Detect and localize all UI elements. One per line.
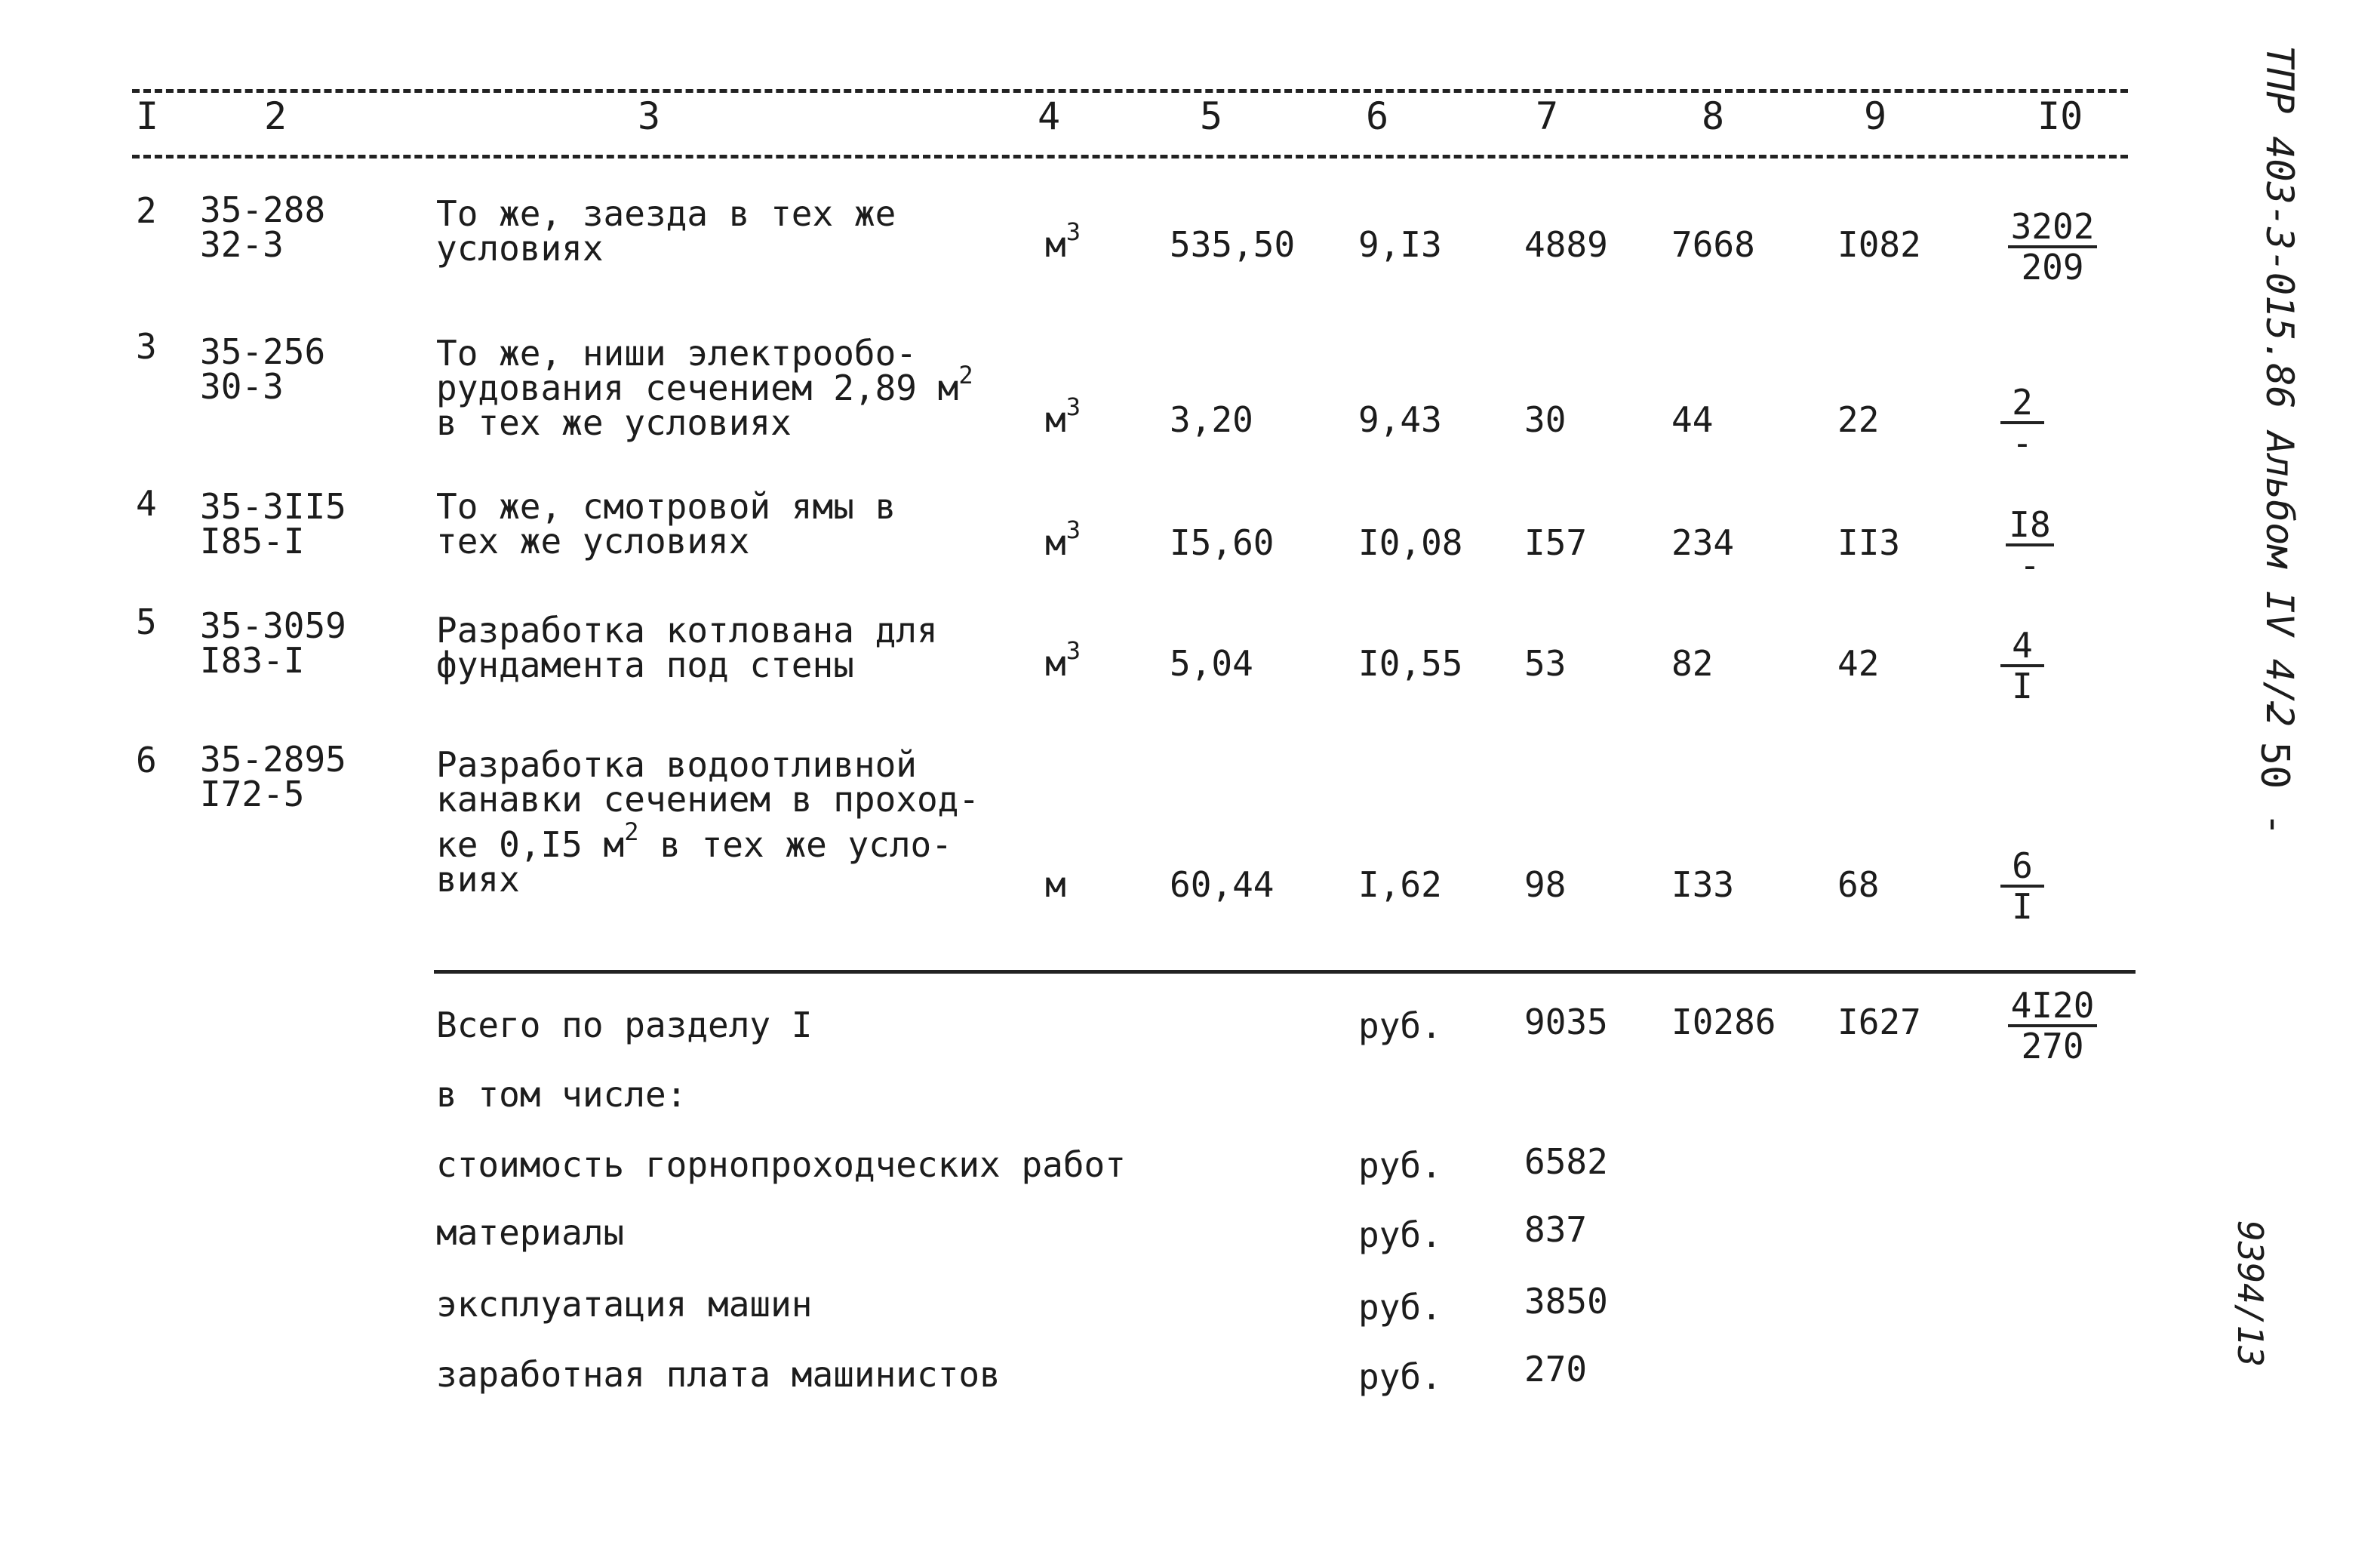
quantity: 60,44: [1170, 864, 1275, 905]
col-header-5: 5: [1200, 94, 1223, 138]
work-description: То же, ниши электрообо- рудования сечением 2,89 $м^2$ в тех же условиях: [436, 333, 973, 443]
rate-code: 35-256 30-3: [200, 331, 326, 407]
breakdown-unit: руб.: [1358, 1356, 1442, 1397]
cost-total: 98: [1524, 864, 1567, 905]
unit: $м^3$: [1045, 636, 1081, 684]
cost-col8: I33: [1671, 864, 1735, 905]
breakdown-value: 270: [1524, 1349, 1588, 1390]
unit: $м^3$: [1045, 392, 1081, 440]
cost-col9: 22: [1837, 399, 1880, 440]
cost-col8: 82: [1671, 643, 1714, 684]
unit-price: 9,I3: [1358, 224, 1442, 265]
breakdown-label: стоимость горнопроходческих работ: [436, 1144, 1126, 1185]
unit: $м^3$: [1045, 217, 1081, 265]
work-description: Разработка водоотливной канавки сечением в проход- ке 0,I5 $м^2$ в тех же усло- виях: [436, 744, 980, 900]
row-number: 6: [136, 740, 157, 780]
cost-total: 53: [1524, 643, 1567, 684]
quantity: I5,60: [1170, 522, 1275, 563]
unit: м: [1045, 864, 1066, 905]
breakdown-value: 837: [1524, 1209, 1588, 1250]
unit-price: 9,43: [1358, 399, 1442, 440]
breakdown-label: заработная плата машинистов: [436, 1354, 1001, 1395]
cost-col8: 44: [1671, 399, 1714, 440]
cost-col10-fraction: I8 -: [1969, 506, 2090, 584]
work-description: То же, смотровой ямы в тех же условиях: [436, 486, 896, 562]
breakdown-value: 3850: [1524, 1281, 1608, 1322]
row-number: 2: [136, 190, 157, 231]
unit-price: I,62: [1358, 864, 1442, 905]
col-header-4: 4: [1038, 94, 1061, 138]
cost-total: 4889: [1524, 224, 1608, 265]
header-bottom-rule: [132, 155, 2128, 159]
work-description: Разработка котлована для фундамента под стены: [436, 610, 938, 685]
unit-price: I0,55: [1358, 643, 1463, 684]
col-header-2: 2: [264, 94, 288, 138]
rate-code: 35-3059 I83-I: [200, 605, 346, 681]
cost-col8: 234: [1671, 522, 1735, 563]
page-number: - 50 -: [2251, 694, 2297, 836]
quantity: 3,20: [1170, 399, 1253, 440]
col-header-7: 7: [1536, 94, 1559, 138]
breakdown-label: материалы: [436, 1212, 625, 1253]
cost-col10-fraction: $\frac{3202}{209}$: [1992, 208, 2113, 286]
rate-code: 35-2895 I72-5: [200, 739, 346, 814]
totals-col10-fraction: $\frac{4I20}{270}$: [1992, 986, 2113, 1065]
cost-col9: 42: [1837, 643, 1880, 684]
col-header-3: 3: [638, 94, 661, 138]
inventory-number: 9394/13: [2229, 1220, 2271, 1367]
rate-code: 35-3II5 I85-I: [200, 486, 346, 562]
work-description: То же, заезда в тех же условиях: [436, 193, 896, 269]
unit-price: I0,08: [1358, 522, 1463, 563]
breakdown-label: эксплуатация машин: [436, 1284, 813, 1325]
breakdown-value: 6582: [1524, 1141, 1608, 1182]
breakdown-unit: руб.: [1358, 1214, 1442, 1255]
document-code: ТПР 403-3-015.86 Альбом IV 4/2: [2258, 45, 2302, 728]
col-header-6: 6: [1366, 94, 1389, 138]
header-top-rule: [132, 89, 2128, 93]
breakdown-unit: руб.: [1358, 1145, 1442, 1186]
totals-cost-total: 9035: [1524, 1002, 1608, 1042]
col-header-10: I0: [2037, 94, 2083, 138]
breakdown-unit: руб.: [1358, 1287, 1442, 1328]
totals-separator: [434, 970, 2136, 974]
quantity: 5,04: [1170, 643, 1253, 684]
totals-col9: I627: [1837, 1002, 1921, 1042]
quantity: 535,50: [1170, 224, 1296, 265]
row-number: 4: [136, 483, 157, 524]
totals-unit: руб.: [1358, 1005, 1442, 1046]
col-header-1: I: [136, 94, 159, 138]
rate-code: 35-288 32-3: [200, 189, 326, 265]
row-number: 5: [136, 602, 157, 642]
totals-label: Всего по разделу I: [436, 1005, 813, 1045]
cost-total: 30: [1524, 399, 1567, 440]
cost-col10-fraction: 2 -: [1962, 383, 2083, 462]
including-label: в том числе:: [436, 1074, 687, 1115]
col-header-8: 8: [1702, 94, 1725, 138]
cost-col9: I082: [1837, 224, 1921, 265]
cost-col9: 68: [1837, 864, 1880, 905]
cost-col10-fraction: $\frac{6}{I}$: [1962, 847, 2083, 925]
col-header-9: 9: [1864, 94, 1887, 138]
cost-col8: 7668: [1671, 224, 1755, 265]
unit: $м^3$: [1045, 515, 1081, 563]
row-number: 3: [136, 326, 157, 367]
totals-col8: I0286: [1671, 1002, 1776, 1042]
cost-col9: II3: [1837, 522, 1901, 563]
cost-total: I57: [1524, 522, 1588, 563]
cost-col10-fraction: $\frac{4}{I}$: [1962, 626, 2083, 705]
